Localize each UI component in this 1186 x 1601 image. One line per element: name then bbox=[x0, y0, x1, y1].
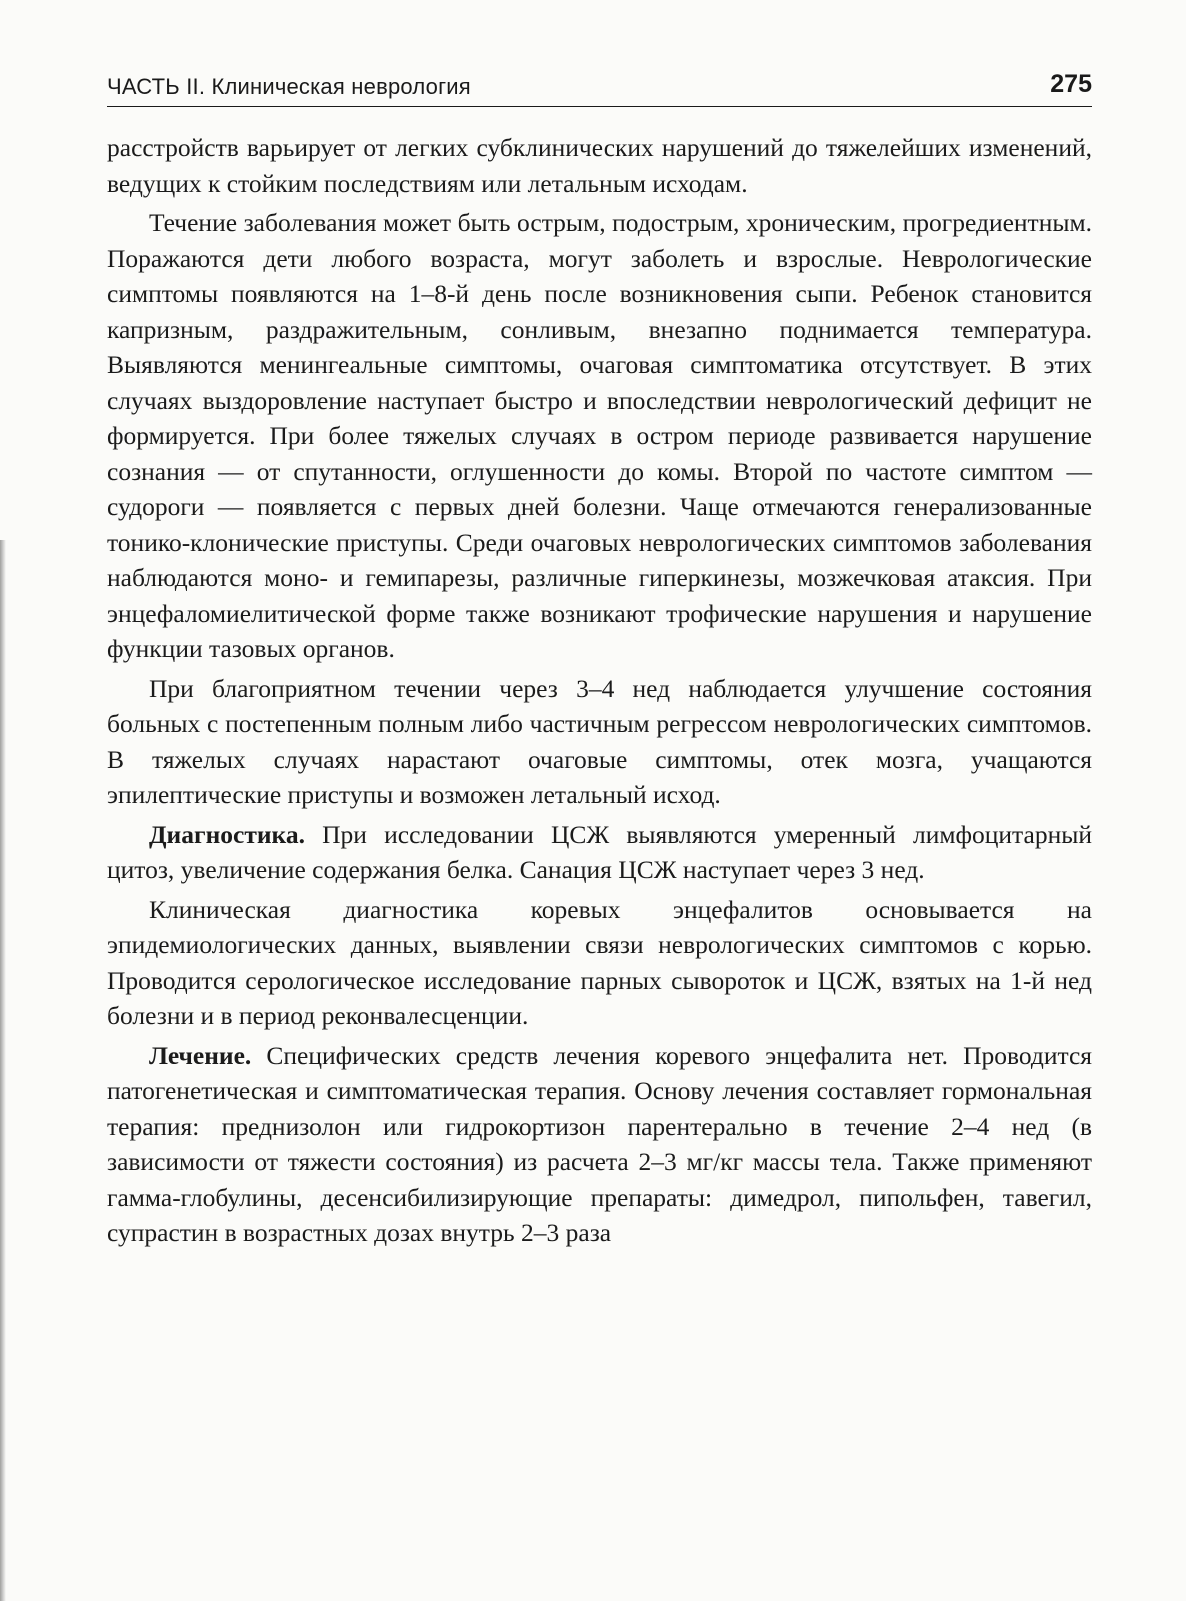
paragraph-text: расстройств варьирует от легких субклинических нарушений до тяжелейших изменений, ведущих к стойким последствиям или летальным исходам. bbox=[107, 133, 1092, 198]
paragraph-text: При благоприятном течении через 3–4 нед наблюдается улучшение состояния больных с постепенным полным либо частичным регрессом неврологических симптомов. В тяжелых случаях нарастают очаговые симптомы, отек мозга, учащаются эпилептические приступы и возможен летальный исход. bbox=[107, 673, 1092, 809]
paragraph-outcome bbox=[107, 671, 1092, 813]
paragraph-text: Течение заболевания может быть острым, подострым, хроническим, прогредиентным. Поражаются дети любого возраста, могут заболеть и взрослые. Неврологические симптомы появляются на 1–8-й день после возникновения сыпи. Ребенок становится капризным, раздражительным, сонливым, внезапно поднимается температура. Выявляются менингеальные симптомы, очаговая симптоматика отсутствует. В этих случаях выздоровление наступает быстро и впоследствии неврологический дефицит не формируется. При более тяжелых случаях в остром периоде развивается нарушение сознания — от спутанности, оглушенности до комы. Второй по частоте симптом — судороги — появляется с первых дней болезни. Чаще отмечаются генерализованные тонико-клонические приступы. Среди очаговых неврологических симптомов заболевания наблюдаются моно- и гемипарезы, различные гиперкинезы, мозжечковая атаксия. При энцефаломиелитической форме также возникают трофические нарушения и нарушение функции тазовых органов. bbox=[107, 208, 1092, 663]
paragraph-text: Клиническая диагностика коревых энцефалитов основывается на эпидемиологических данных, выявлении связи неврологических симптомов с корью. Проводится серологическое исследование парных сывороток и ЦСЖ, взятых на 1-й нед болезни и в период реконвалесценции. bbox=[107, 894, 1092, 1030]
paragraph-course bbox=[107, 205, 1092, 667]
run-in-heading-treatment: Лечение. bbox=[149, 1040, 252, 1070]
body-text bbox=[107, 130, 1092, 1251]
paragraph-continuation bbox=[107, 130, 1092, 201]
paragraph-clinical-diagnostics bbox=[107, 892, 1092, 1034]
paragraph-text: Специфических средств лечения коревого энцефалита нет. Проводится патогенетическая и симптоматическая терапия. Основу лечения составляет гормональная терапия: преднизолон или гидрокортизон парентерально в течение 2–4 нед (в зависимости от тяжести состояния) из расчета 2–3 мг/кг массы тела. Также применяют гамма-глобулины, десенсибилизирующие препараты: димедрол, пипольфен, тавегил, супрастин в возрастных дозах внутрь 2–3 раза bbox=[107, 1040, 1092, 1247]
running-head bbox=[107, 70, 1092, 107]
paragraph-treatment bbox=[107, 1038, 1092, 1251]
paragraph-diagnostics bbox=[107, 817, 1092, 888]
page-number: 275 bbox=[1050, 70, 1092, 98]
page-binding-edge bbox=[0, 540, 6, 1601]
run-in-heading-diagnostics: Диагностика. bbox=[149, 819, 305, 849]
running-head-section: ЧАСТЬ II. Клиническая неврология bbox=[107, 74, 471, 99]
paragraph-text: При исследовании ЦСЖ выявляются умеренный лимфоцитарный цитоз, увеличение содержания белка. Санация ЦСЖ наступает через 3 нед. bbox=[107, 819, 1092, 884]
